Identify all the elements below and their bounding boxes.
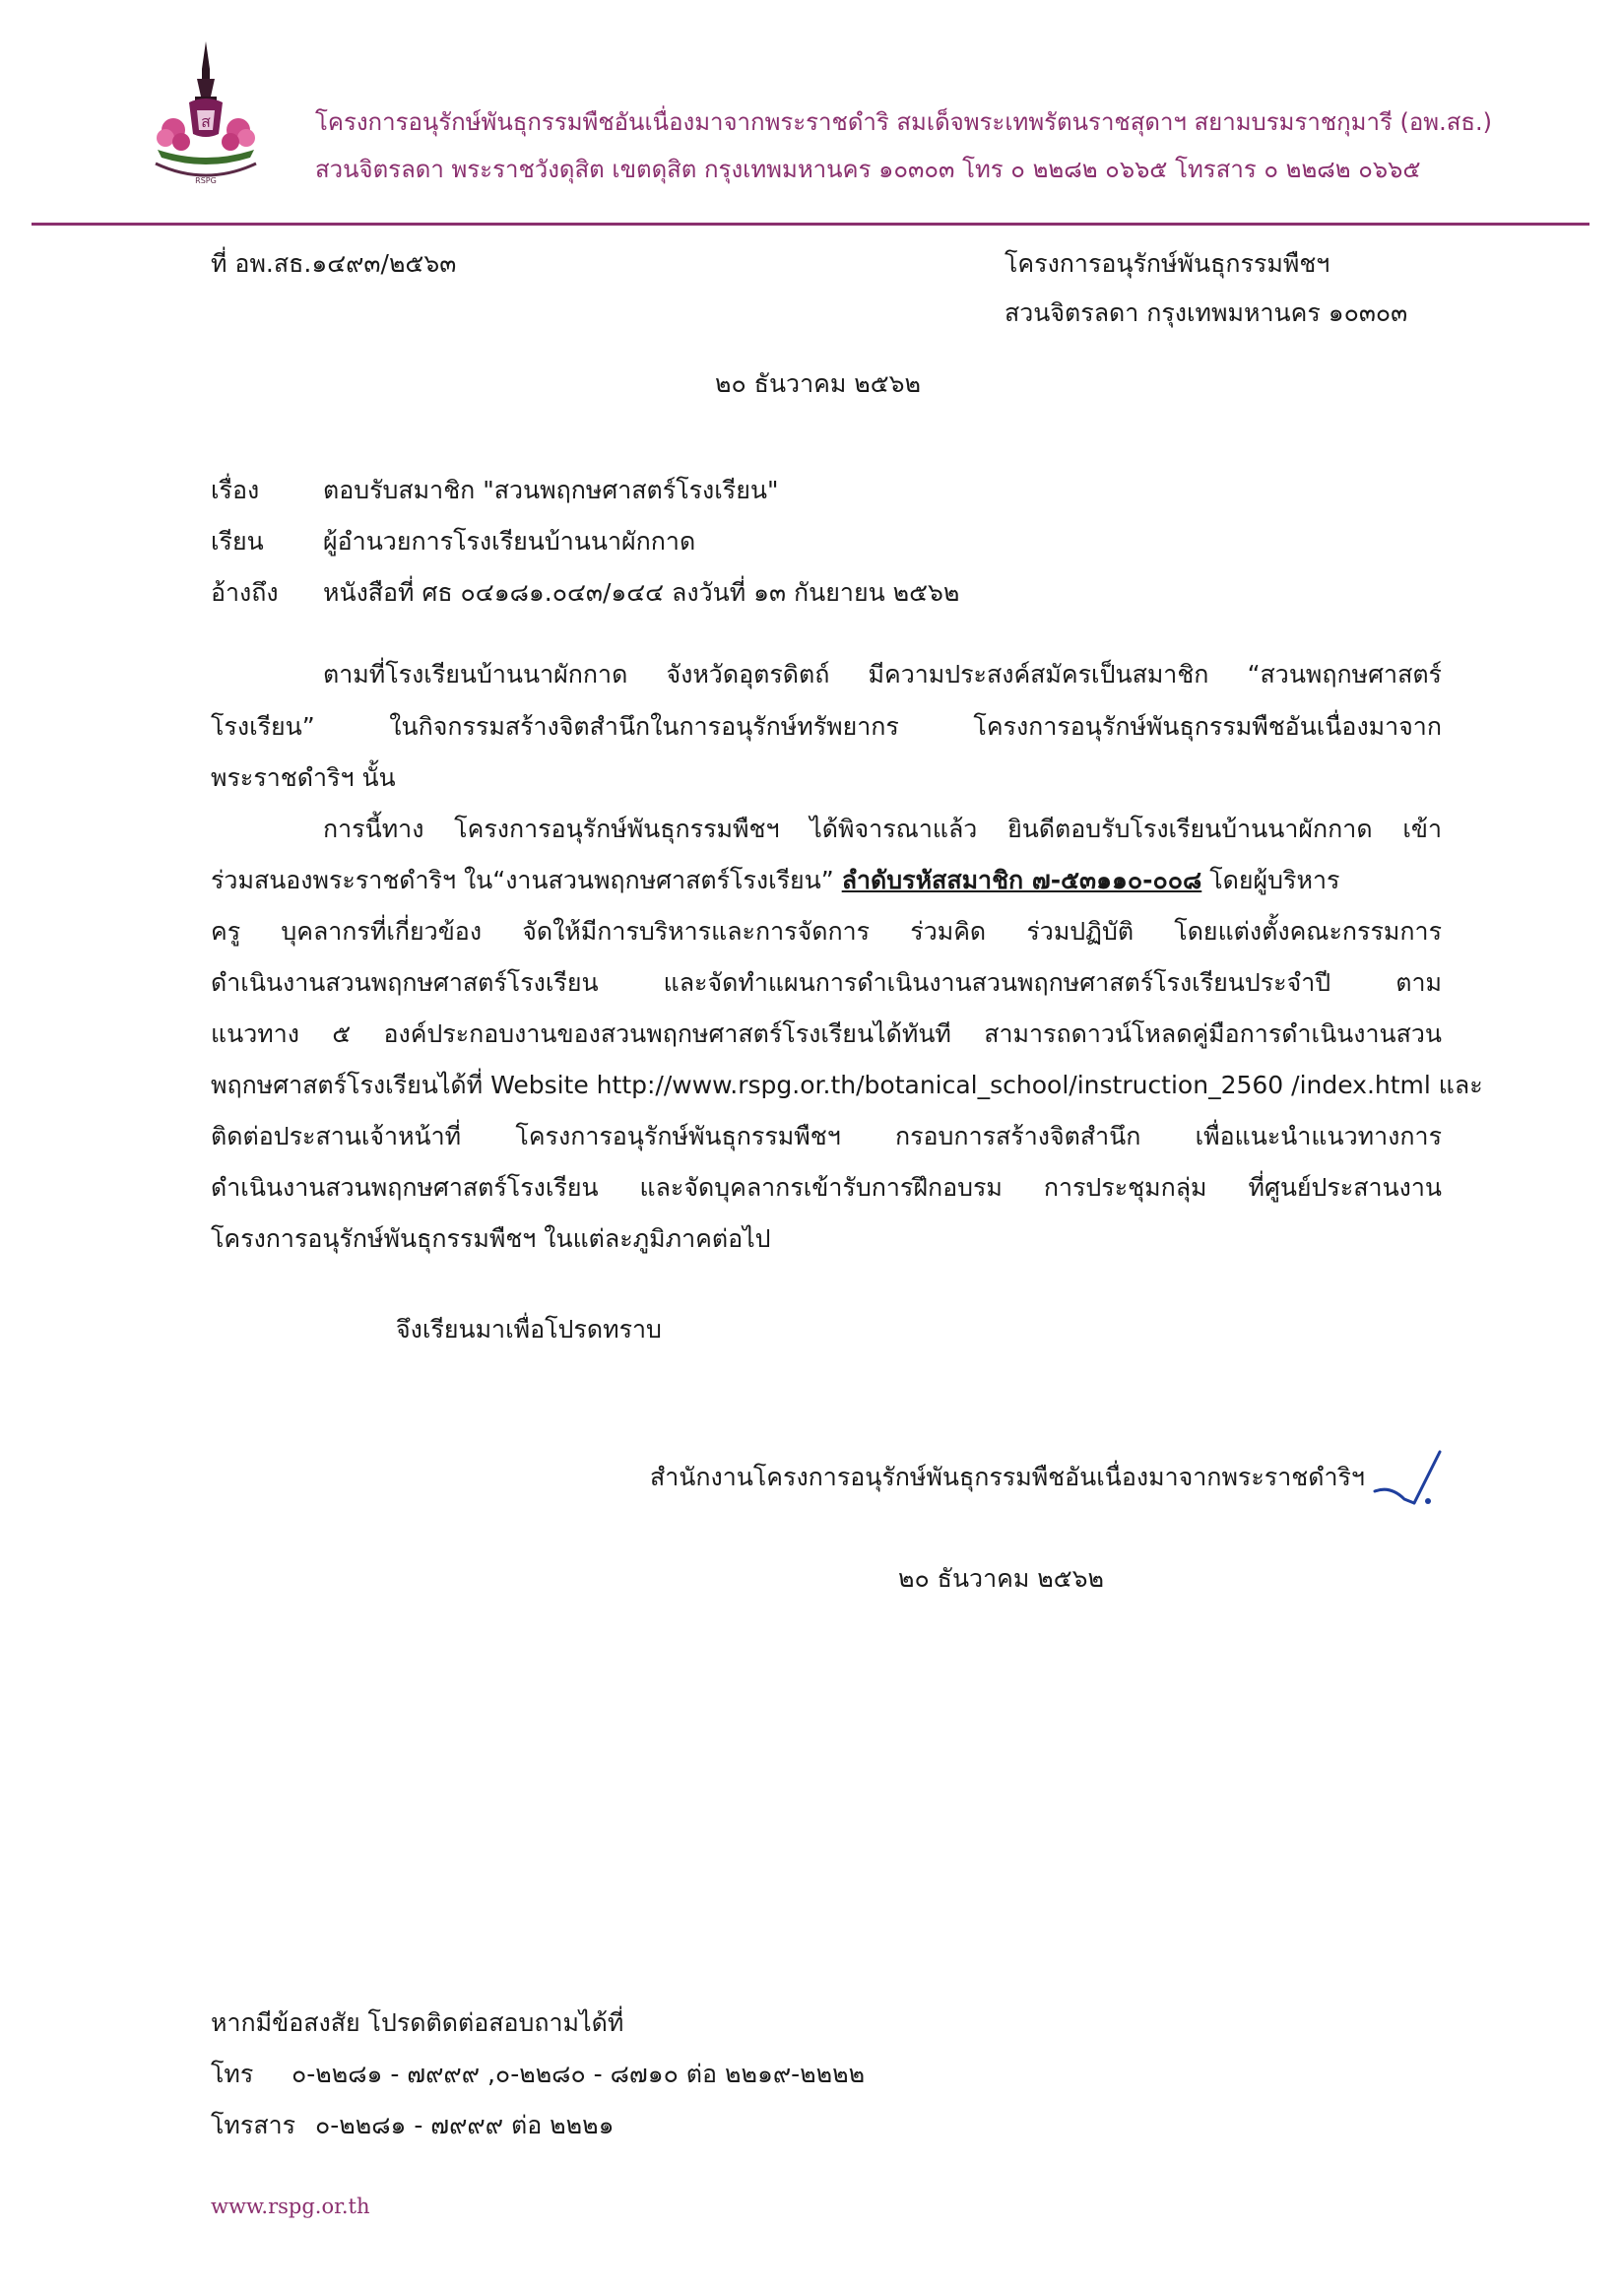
contact-intro: หากมีข้อสงสัย โปรดติดต่อสอบถามได้ที่ (211, 2008, 624, 2037)
svg-text:ส: ส (201, 112, 211, 131)
para2-line: โครงการอนุรักษ์พันธุกรรมพืชฯ ในแต่ละภูมิภาคต่อไป (211, 1224, 771, 1253)
handwritten-signature-icon (1371, 1446, 1454, 1515)
subject-label: เรื่อง (211, 476, 260, 504)
para2-line: ครู บุคลากรที่เกี่ยวข้อง จัดให้มีการบริหารและการจัดการ ร่วมคิด ร่วมปฏิบัติ โดยแต่งตั้งคณะกรรมการ (211, 917, 1442, 946)
sender-line1: โครงการอนุรักษ์พันธุกรรมพืชฯ (1005, 249, 1330, 278)
footer-website-link[interactable]: www.rspg.or.th (211, 2195, 370, 2218)
header-divider (32, 223, 1589, 226)
signature-org: สำนักงานโครงการอนุรักษ์พันธุกรรมพืชอันเนื่องมาจากพระราชดำริฯ (650, 1463, 1365, 1491)
para2-line: แนวทาง ๕ องค์ประกอบงานของสวนพฤกษศาสตร์โรงเรียนได้ทันที สามารถดาวน์โหลดคู่มือการดำเนินงานสวน (211, 1019, 1442, 1048)
para1-line: ตามที่โรงเรียนบ้านนาผักกาด จังหวัดอุตรดิตถ์ มีความประสงค์สมัครเป็นสมาชิก “สวนพฤกษศาสตร์ (323, 660, 1442, 689)
para2-text: ร่วมสนองพระราชดำริฯ ใน“งานสวนพฤกษศาสตร์โรงเรียน” (211, 866, 842, 894)
para2-line: ดำเนินงานสวนพฤกษศาสตร์โรงเรียน และจัดบุคลากรเข้ารับการฝึกอบรม การประชุมกลุ่ม ที่ศูนย์ประสานงาน (211, 1173, 1442, 1202)
phone-label: โทร (211, 2060, 254, 2088)
svg-text:RSPG: RSPG (195, 176, 217, 185)
fax-label: โทรสาร (211, 2111, 296, 2139)
header-org-line2: สวนจิตรลดา พระราชวังดุสิต เขตดุสิต กรุงเทพมหานคร ๑๐๓๐๓ โทร ๐ ๒๒๘๒ ๐๖๖๕ โทรสาร ๐ ๒๒๘๒ ๐๖๖๕ (315, 156, 1421, 183)
para1-line: พระราชดำริฯ นั้น (211, 763, 396, 792)
phone-value: ๐-๒๒๘๑ - ๗๙๙๙ ,๐-๒๒๘๐ - ๘๗๑๐ ต่อ ๒๒๑๙-๒๒๒๒ (292, 2060, 866, 2088)
to-value: ผู้อำนวยการโรงเรียนบ้านนาผักกาด (323, 527, 696, 556)
rspg-seal-icon (148, 39, 264, 187)
member-code: ลำดับรหัสสมาชิก ๗-๕๓๑๑๐-๐๐๘ (841, 866, 1202, 894)
signature-date: ๒๐ ธันวาคม ๒๕๖๒ (898, 1564, 1105, 1593)
closing-text: จึงเรียนมาเพื่อโปรดทราบ (396, 1315, 662, 1344)
fax-value: ๐-๒๒๘๑ - ๗๙๙๙ ต่อ ๒๒๒๑ (315, 2111, 615, 2139)
subject-value: ตอบรับสมาชิก "สวนพฤกษศาสตร์โรงเรียน" (323, 476, 779, 504)
para2-line: ติดต่อประสานเจ้าหน้าที่ โครงการอนุรักษ์พันธุกรรมพืชฯ กรอบการสร้างจิตสำนึก เพื่อแนะนำแนวทางการ (211, 1122, 1442, 1150)
reference-label: อ้างถึง (211, 578, 279, 607)
para1-line: โรงเรียน” ในกิจกรรมสร้างจิตสำนึกในการอนุรักษ์ทรัพยากร โครงการอนุรักษ์พันธุกรรมพืชอันเนื่องมาจาก (211, 712, 1442, 741)
header-org-line1: โครงการอนุรักษ์พันธุกรรมพืชอันเนื่องมาจากพระราชดำริ สมเด็จพระเทพรัตนราชสุดาฯ สยามบรมราชกุมารี (อพ.สธ.) (315, 108, 1492, 136)
para2-line (211, 861, 1339, 900)
sender-line2: สวนจิตรลดา กรุงเทพมหานคร ๑๐๓๐๓ (1005, 298, 1408, 327)
to-label: เรียน (211, 527, 264, 556)
para2-line: ดำเนินงานสวนพฤกษศาสตร์โรงเรียน และจัดทำแผนการดำเนินงานสวนพฤกษศาสตร์โรงเรียนประจำปี ตาม (211, 968, 1442, 997)
letter-date: ๒๐ ธันวาคม ๒๕๖๒ (715, 369, 922, 398)
para2-line: พฤกษศาสตร์โรงเรียนได้ที่ Website http://www.rspg.or.th/botanical_school/instruction_2560 /index.html และ (211, 1071, 1483, 1099)
para2-text: โดยผู้บริหาร (1201, 866, 1340, 894)
para2-line: การนี้ทาง โครงการอนุรักษ์พันธุกรรมพืชฯ ได้พิจารณาแล้ว ยินดีตอบรับโรงเรียนบ้านนาผักกาด เข้า (323, 815, 1442, 843)
reference-number: ที่ อพ.สธ.๑๔๙๓/๒๕๖๓ (211, 249, 457, 278)
reference-value: หนังสือที่ ศธ ๐๔๑๘๑.๐๔๓/๑๔๔ ลงวันที่ ๑๓ กันยายน ๒๕๖๒ (323, 578, 960, 607)
